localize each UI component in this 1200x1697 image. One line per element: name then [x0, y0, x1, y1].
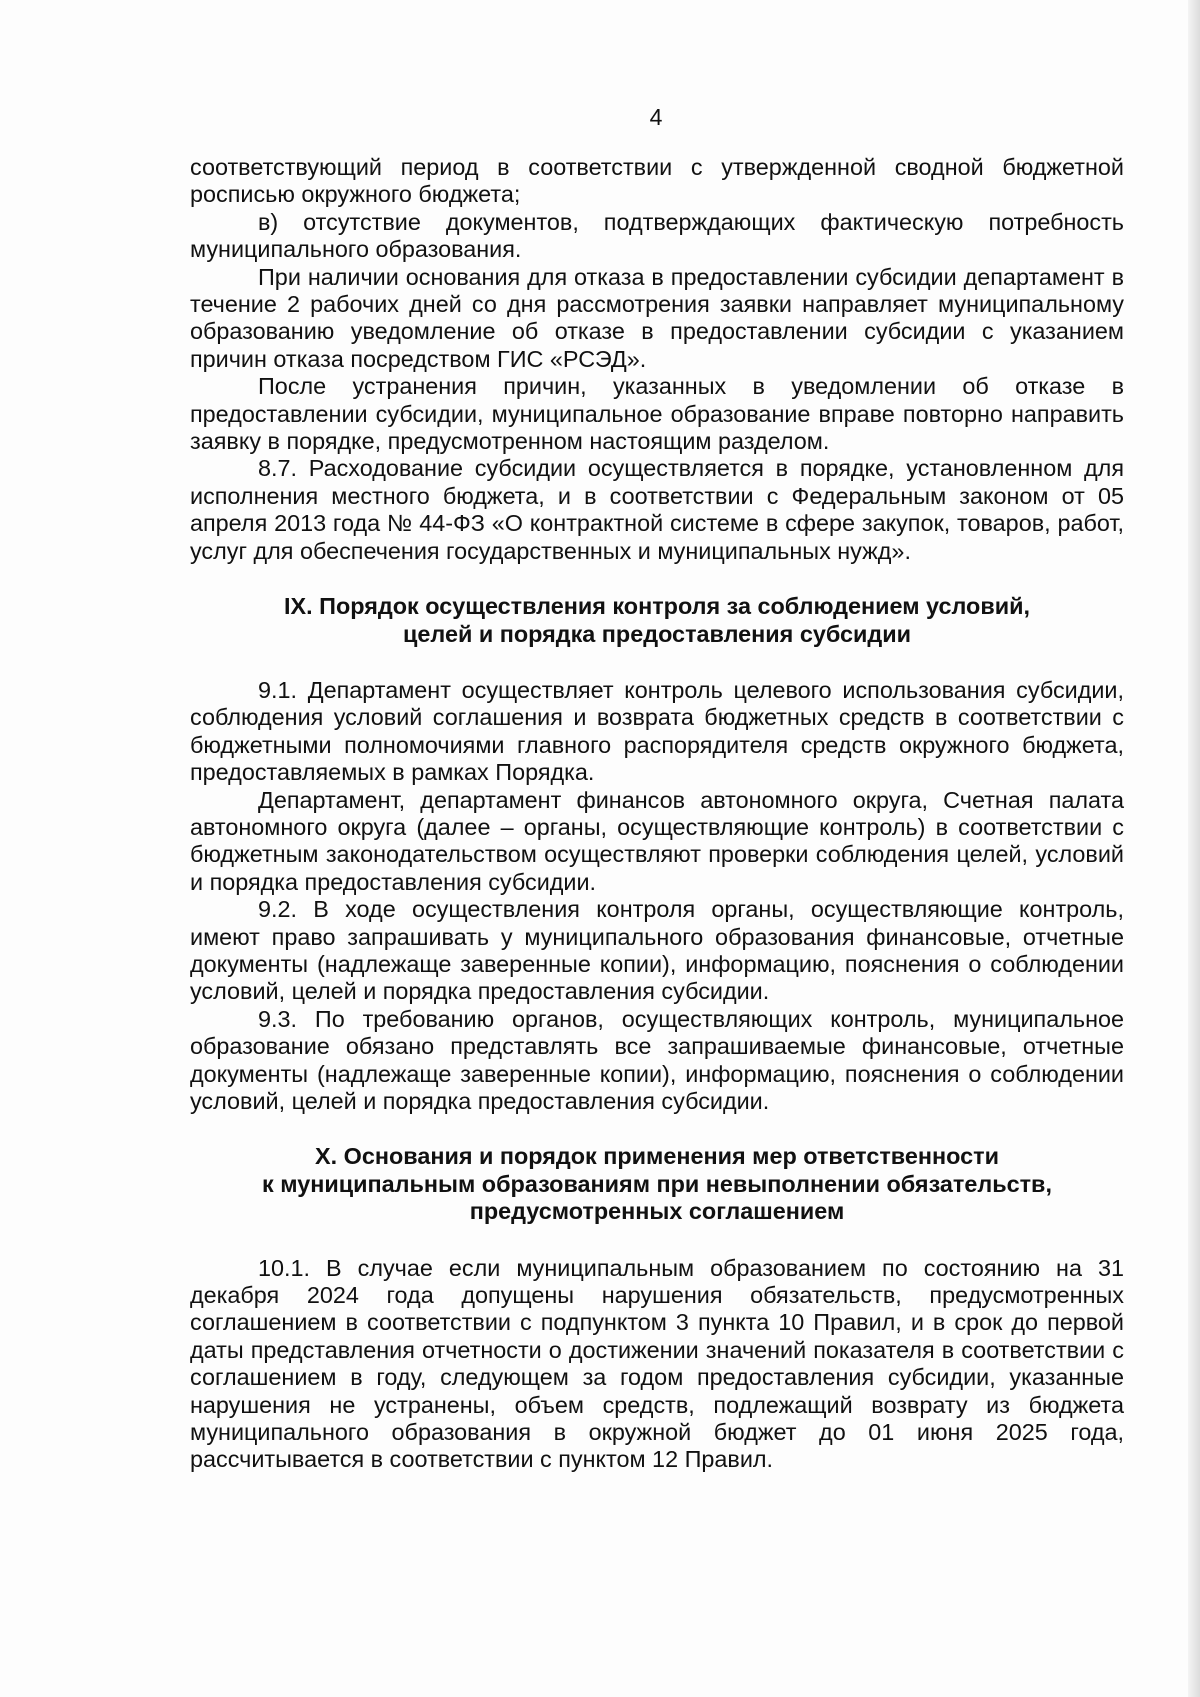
section-10-heading-line: X. Основания и порядок применения мер ответственности — [315, 1143, 999, 1170]
document-body — [190, 154, 1124, 1474]
paragraph-continuation: соответствующий период в соответствии с утвержденной сводной бюджетной росписью окружного бюджета; — [190, 154, 1124, 208]
section-10-heading-line: предусмотренных соглашением — [469, 1198, 845, 1225]
paragraph-refusal-notice: При наличии основания для отказа в предоставлении субсидии департамент в течение 2 рабочих дней со дня рассмотрения заявки направляет муниципальному образованию уведомление об отказе в предоставлении субсидии с указанием причин отказа посредством ГИС «РСЭД». — [190, 263, 1124, 372]
section-9-heading — [190, 593, 1124, 648]
page-number: 4 — [649, 104, 663, 130]
section-10-heading — [190, 1143, 1124, 1225]
section-9-heading-line: целей и порядка предоставления субсидии — [403, 620, 911, 647]
paragraph-10-1: 10.1. В случае если муниципальным образованием по состоянию на 31 декабря 2024 года допущены нарушения обязательств, предусмотренных соглашением в соответствии с подпунктом 3 пункта 10 Правил, и в срок до первой даты представления отчетности о достижении значений показателя в соответствии с соглашением в году, следующем за годом предоставления субсидии, указанные нарушения не устранены, объем средств, подлежащий возврату из бюджета муниципального образования в окружной бюджет до 01 июня 2025 года, рассчитывается в соответствии с пунктом 12 Правил. — [190, 1254, 1124, 1473]
section-9-heading-line: IX. Порядок осуществления контроля за соблюдением условий, — [284, 593, 1030, 620]
paragraph-item-v: в) отсутствие документов, подтверждающих фактическую потребность муниципального образования. — [190, 208, 1124, 263]
section-10-heading-line: к муниципальным образованиям при невыполнении обязательств, — [262, 1170, 1052, 1197]
paragraph-control-bodies: Департамент, департамент финансов автономного округа, Счетная палата автономного округа (далее – органы, осуществляющие контроль) в соответствии с бюджетным законодательством осуществляют проверки соблюдения целей, условий и порядка предоставления субсидии. — [190, 786, 1124, 895]
paragraph-resubmission: После устранения причин, указанных в уведомлении об отказе в предоставлении субсидии, муниципальное образование вправе повторно направить заявку в порядке, предусмотренном настоящим разделом. — [190, 373, 1124, 455]
paragraph-9-1: 9.1. Департамент осуществляет контроль целевого использования субсидии, соблюдения условий соглашения и возврата бюджетных средств в соответствии с бюджетными полномочиями главного распорядителя средств окружного бюджета, предоставляемых в рамках Порядка. — [190, 676, 1124, 786]
page-edge-shadow — [1188, 0, 1200, 1697]
paragraph-9-3: 9.3. По требованию органов, осуществляющих контроль, муниципальное образование обязано представлять все запрашиваемые финансовые, отчетные документы (надлежаще заверенные копии), информацию, пояснения о соблюдении условий, целей и порядка предоставления субсидии. — [190, 1005, 1124, 1114]
paragraph-8-7: 8.7. Расходование субсидии осуществляется в порядке, установленном для исполнения местного бюджета, и в соответствии с Федеральным законом от 05 апреля 2013 года № 44-ФЗ «О контрактной системе в сфере закупок, товаров, работ, услуг для обеспечения государственных и муниципальных нужд». — [190, 455, 1124, 564]
paragraph-9-2: 9.2. В ходе осуществления контроля органы, осуществляющие контроль, имеют право запрашивать у муниципального образования финансовые, отчетные документы (надлежаще заверенные копии), информацию, пояснения о соблюдении условий, целей и порядка предоставления субсидии. — [190, 896, 1124, 1005]
